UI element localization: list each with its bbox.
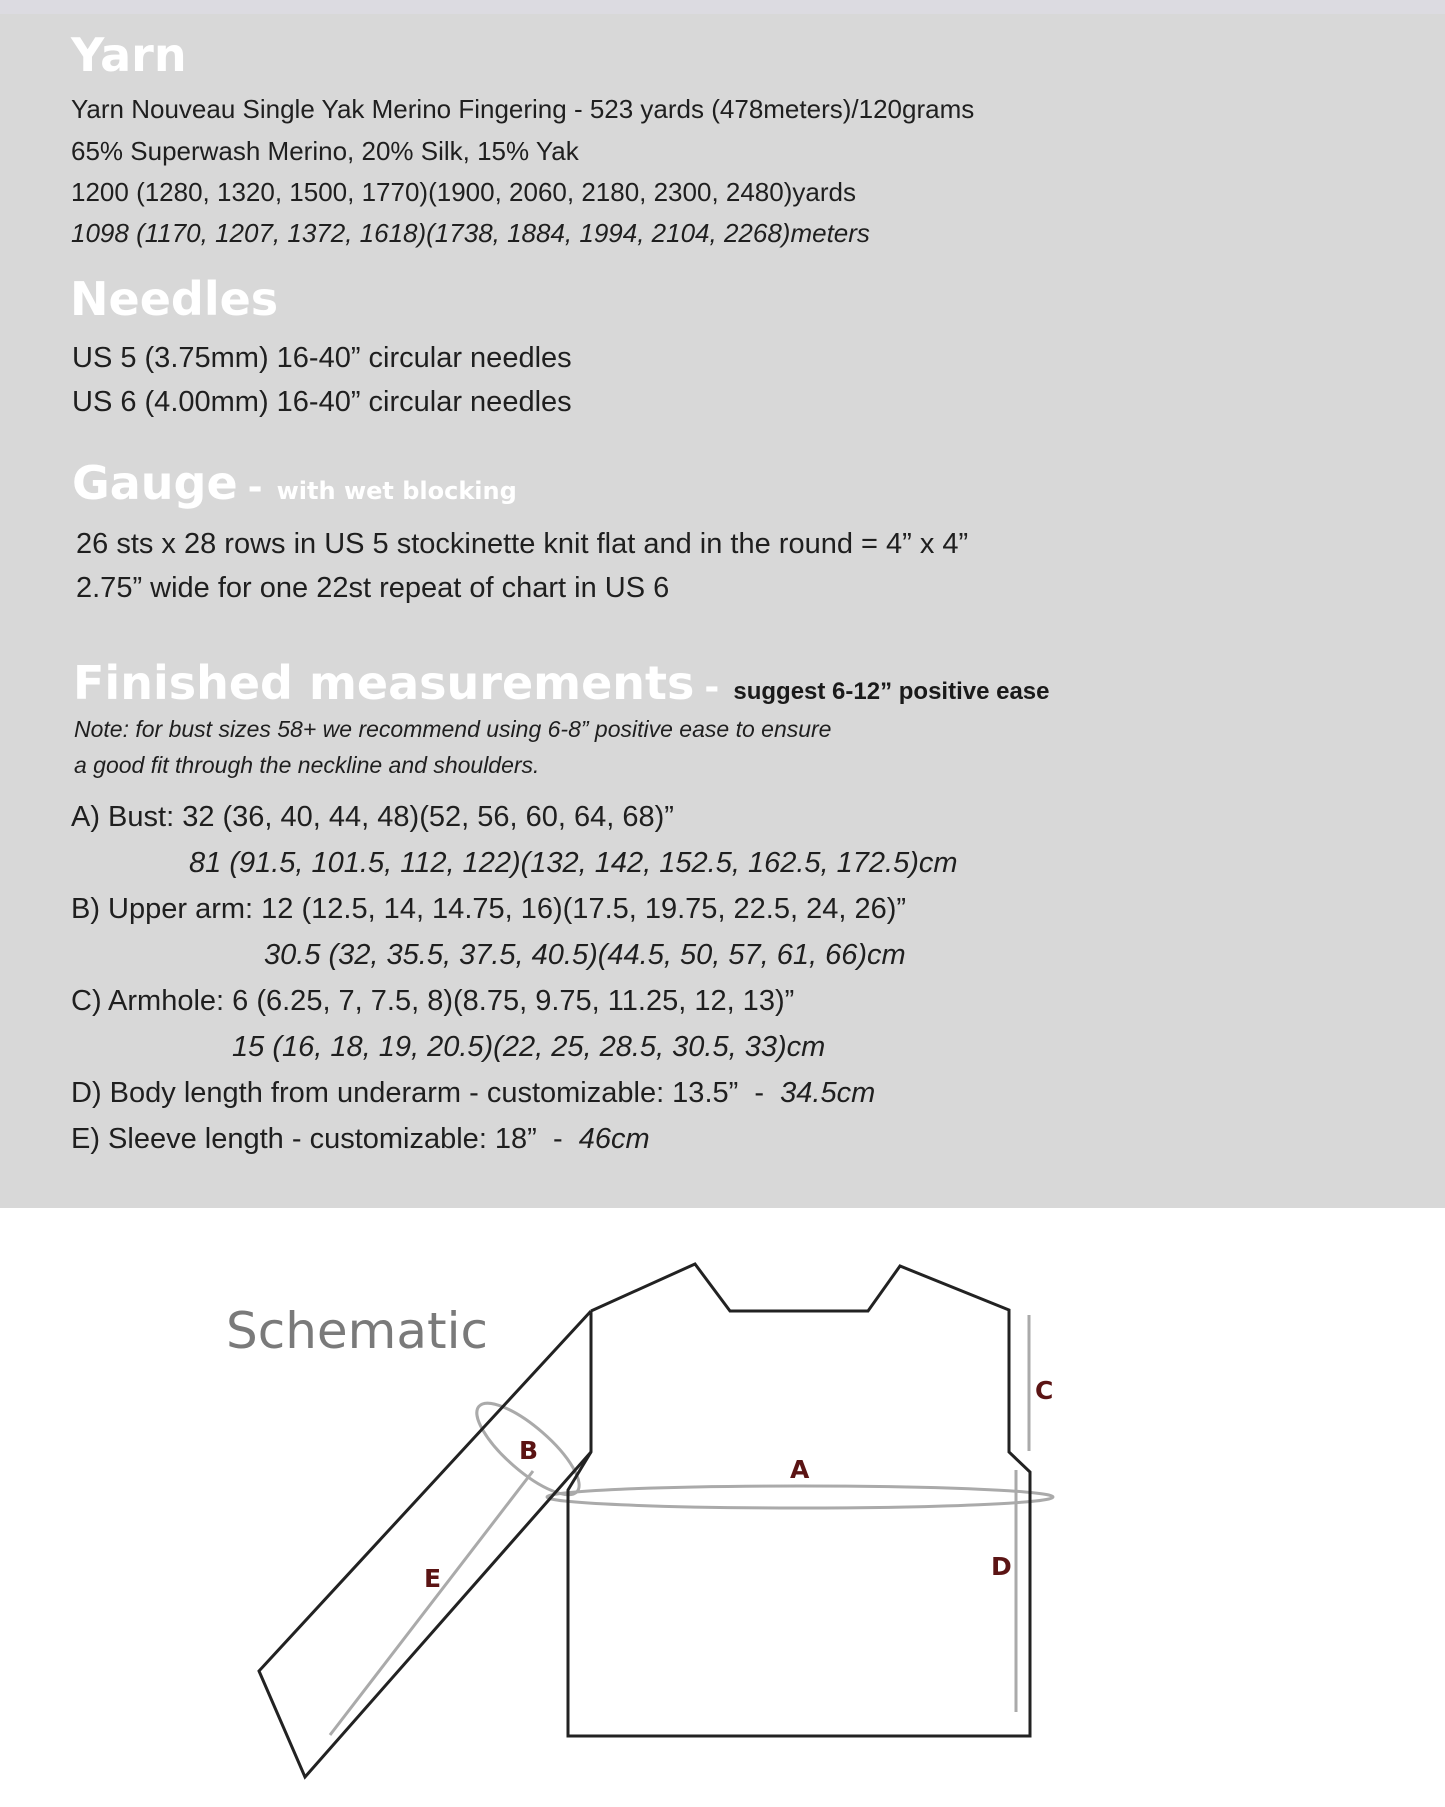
- label-b: B: [519, 1436, 539, 1465]
- sleeve-outline: [259, 1311, 591, 1777]
- sleeve-length-guide: [330, 1471, 533, 1735]
- gauge-line: 26 sts x 28 rows in US 5 stockinette knit flat and in the round = 4” x 4”: [76, 528, 969, 560]
- label-a: A: [790, 1455, 810, 1484]
- gauge-dash: -: [247, 467, 263, 508]
- yarn-line: 1200 (1280, 1320, 1500, 1770)(1900, 2060, 2180, 2300, 2480)yards: [71, 177, 856, 207]
- schematic-title: Schematic: [226, 1302, 489, 1360]
- bust-measurement: A) Bust: 32 (36, 40, 44, 48)(52, 56, 60, 64, 68)”: [71, 801, 674, 833]
- gauge-title: Gauge: [72, 456, 238, 510]
- bust-guide: [547, 1486, 1053, 1508]
- body-length-text: D) Body length from underarm - customizable: 13.5” -: [71, 1077, 781, 1109]
- finished-ease-note: suggest 6-12” positive ease: [733, 678, 1050, 705]
- sweater-schematic: [0, 1208, 1445, 1807]
- gauge-heading: [72, 456, 517, 510]
- bust-measurement-cm: 81 (91.5, 101.5, 112, 122)(132, 142, 152.5, 162.5, 172.5)cm: [189, 847, 958, 879]
- dimension-labels: [424, 1376, 1053, 1593]
- sleeve-length-measurement: [71, 1125, 650, 1154]
- needles-heading: Needles: [70, 272, 279, 326]
- armhole-measurement: C) Armhole: 6 (6.25, 7, 7.5, 8)(8.75, 9.75, 11.25, 12, 13)”: [71, 985, 795, 1017]
- finished-heading: [73, 656, 1050, 710]
- body-length-cm: 34.5cm: [780, 1077, 876, 1109]
- upper-arm-measurement-cm: 30.5 (32, 35.5, 37.5, 40.5)(44.5, 50, 57, 61, 66)cm: [264, 939, 906, 971]
- finished-dash: -: [704, 667, 720, 708]
- body-outline: [568, 1264, 1030, 1736]
- finished-title: Finished measurements: [73, 656, 695, 710]
- label-d: D: [991, 1552, 1012, 1581]
- needles-line: US 5 (3.75mm) 16-40” circular needles: [72, 342, 572, 374]
- fit-note-line: Note: for bust sizes 58+ we recommend using 6-8” positive ease to ensure: [74, 716, 832, 742]
- needles-line: US 6 (4.00mm) 16-40” circular needles: [72, 386, 572, 418]
- yarn-heading: Yarn: [71, 28, 187, 82]
- gauge-line: 2.75” wide for one 22st repeat of chart in US 6: [76, 572, 670, 604]
- measurement-guides: [330, 1315, 1053, 1735]
- sleeve-length-cm: 46cm: [578, 1123, 650, 1155]
- fit-note-line: a good fit through the neckline and shoulders.: [74, 752, 540, 778]
- label-e: E: [424, 1564, 442, 1593]
- body-length-measurement: [71, 1079, 875, 1108]
- top-strip: [0, 0, 1445, 14]
- yarn-line: 65% Superwash Merino, 20% Silk, 15% Yak: [71, 136, 579, 166]
- label-c: C: [1035, 1376, 1054, 1405]
- armhole-measurement-cm: 15 (16, 18, 19, 20.5)(22, 25, 28.5, 30.5, 33)cm: [232, 1031, 826, 1063]
- yarn-line: 1098 (1170, 1207, 1372, 1618)(1738, 1884, 1994, 2104, 2268)meters: [71, 218, 870, 248]
- yarn-line: Yarn Nouveau Single Yak Merino Fingering - 523 yards (478meters)/120grams: [71, 94, 975, 124]
- gauge-note: with wet blocking: [276, 477, 517, 505]
- sleeve-length-text: E) Sleeve length - customizable: 18” -: [71, 1123, 579, 1155]
- garment-outline: [259, 1264, 1030, 1777]
- upper-arm-measurement: B) Upper arm: 12 (12.5, 14, 14.75, 16)(17.5, 19.75, 22.5, 24, 26)”: [71, 893, 907, 925]
